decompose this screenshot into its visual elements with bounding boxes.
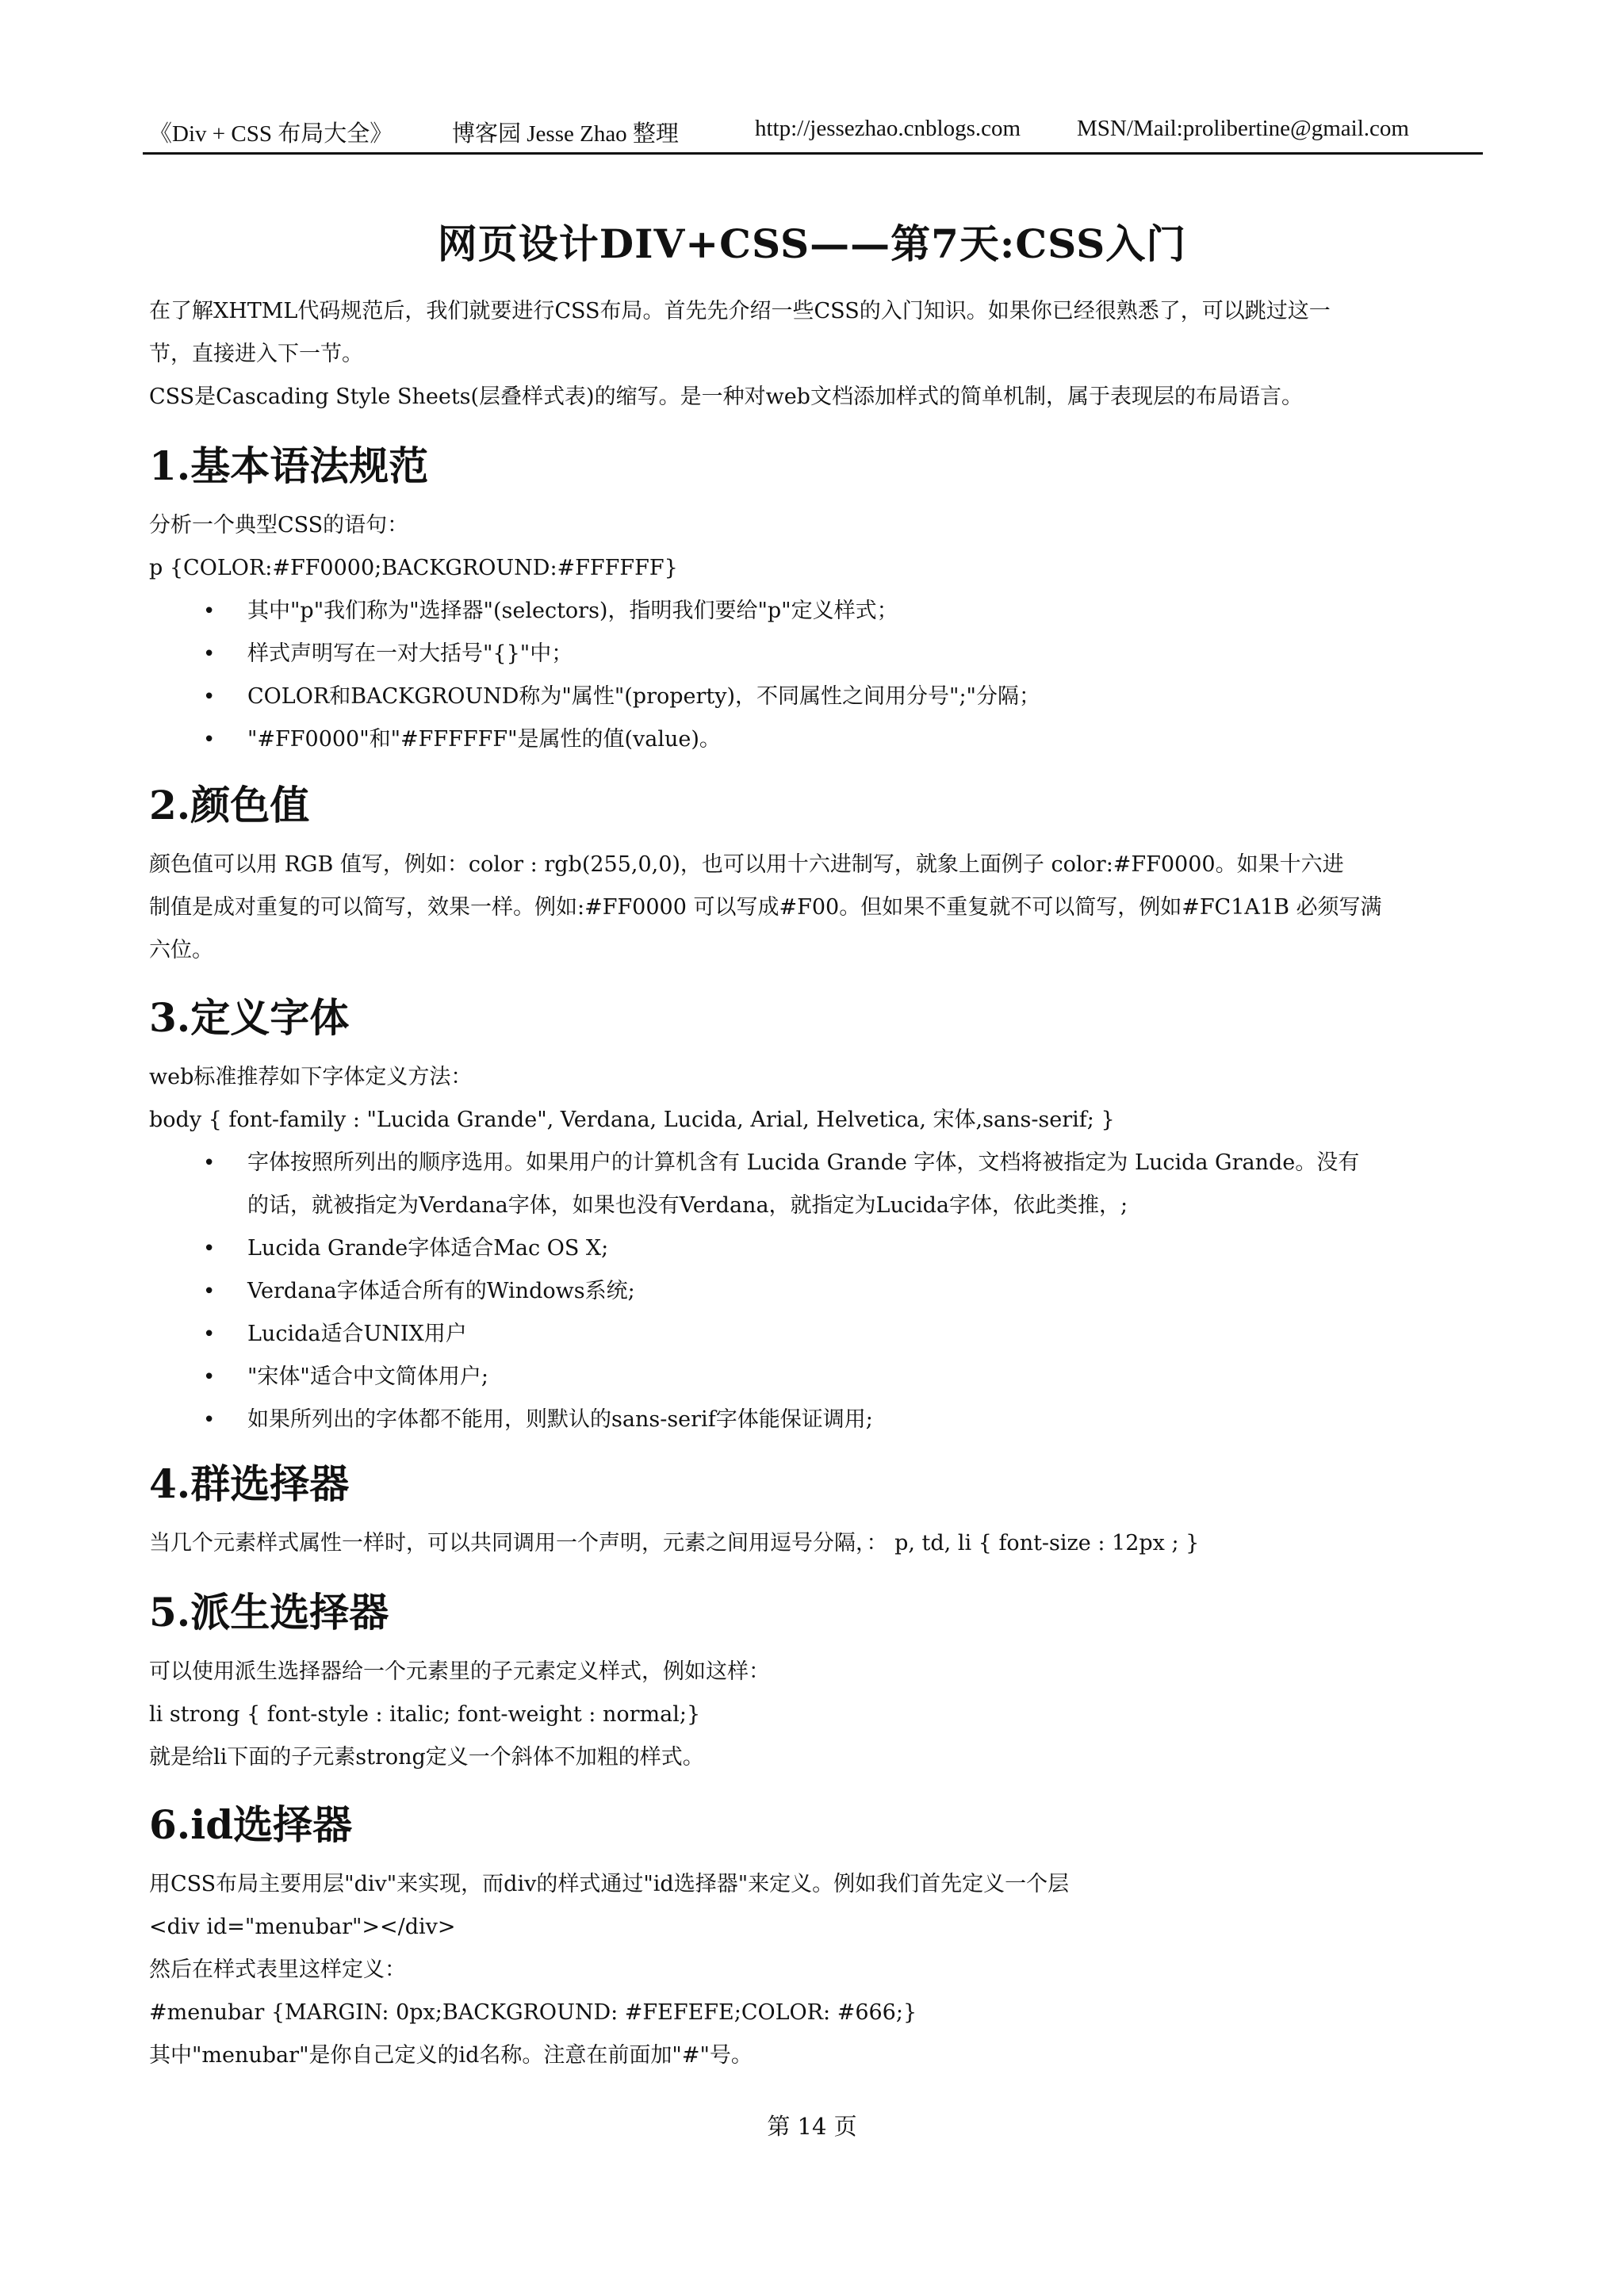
bullet-icon: •: [203, 1322, 216, 1346]
list-item: • 字体按照所列出的顺序选用。如果用户的计算机含有 Lucida Grande 字体，文档将被指定为 Lucida Grande。没有 的话，就被指定为Verdana字体，如果也没有Verdana，就指定为Lucida字体，依此类推，;: [149, 1142, 1481, 1227]
section-2-line-2: 制值是成对重复的可以简写，效果一样。例如:#FF0000 可以写成#F00。但如果不重复就不可以简写，例如#FC1A1B 必须写满: [149, 895, 1382, 920]
section-3-heading: 3.定义字体: [149, 994, 350, 1041]
contact-email[interactable]: MSN/Mail:prolibertine@gmail.com: [1077, 116, 1409, 141]
section-5-heading: 5.派生选择器: [149, 1589, 389, 1636]
bullet-icon: •: [203, 1408, 216, 1432]
list-item: • Verdana字体适合所有的Windows系统;: [149, 1270, 1481, 1313]
section-3-code: body { font-family : "Lucida Grande", Verdana, Lucida, Arial, Helvetica, 宋体,sans-serif; }: [149, 1108, 1115, 1132]
bullet-icon: •: [203, 1151, 216, 1175]
list-item: • Lucida Grande字体适合Mac OS X;: [149, 1227, 1481, 1270]
bullet-icon: •: [203, 599, 216, 623]
intro-line-2: 节，直接进入下一节。: [149, 342, 363, 366]
section-6-heading: 6.id选择器: [149, 1801, 353, 1848]
section-3-list: [149, 1142, 1481, 1441]
list-item: • 如果所列出的字体都不能用，则默认的sans-serif字体能保证调用;: [149, 1399, 1481, 1441]
list-item: • 其中"p"我们称为"选择器"(selectors)，指明我们要给"p"定义样式；: [149, 590, 1481, 633]
list-item: • "#FF0000"和"#FFFFFF"是属性的值(value)。: [149, 718, 1481, 761]
section-4-text: 当几个元素样式属性一样时，可以共同调用一个声明，元素之间用逗号分隔，： p, td, li { font-size : 12px ; }: [149, 1531, 1200, 1556]
bullet-icon: •: [203, 642, 216, 666]
section-6-code-html: <div id="menubar"></div>: [149, 1915, 456, 1939]
page-title: 网页设计DIV+CSS——第7天:CSS入门: [437, 220, 1187, 267]
list-item: • 样式声明写在一对大括号"{}"中；: [149, 633, 1481, 675]
blog-url[interactable]: http://jessezhao.cnblogs.com: [755, 116, 1021, 141]
section-5-note: 就是给li下面的子元素strong定义一个斜体不加粗的样式。: [149, 1745, 704, 1770]
list-item: • "宋体"适合中文简体用户;: [149, 1356, 1481, 1399]
list-item: • COLOR和BACKGROUND称为"属性"(property)，不同属性之间用分号";"分隔；: [149, 675, 1481, 718]
book-title: 《Div + CSS 布局大全》: [149, 121, 393, 147]
bullet-icon: •: [203, 1365, 216, 1389]
section-1-list: [149, 590, 1481, 761]
list-item: • Lucida适合UNIX用户: [149, 1313, 1481, 1356]
section-2-heading: 2.颜色值: [149, 782, 310, 828]
section-1-text: 分析一个典型CSS的语句：: [149, 513, 409, 538]
section-5-text: 可以使用派生选择器给一个元素里的子元素定义样式，例如这样：: [149, 1659, 770, 1684]
section-6-note: 其中"menubar"是你自己定义的id名称。注意在前面加"#"号。: [149, 2043, 753, 2068]
section-4-heading: 4.群选择器: [149, 1460, 350, 1507]
section-5-code: li strong { font-style : italic; font-weight : normal;}: [149, 1702, 701, 1727]
bullet-icon: •: [203, 1280, 216, 1303]
section-2-line-1: 颜色值可以用 RGB 值写，例如：color : rgb(255,0,0)，也可以用十六进制写，就象上面例子 color:#FF0000。如果十六进: [149, 852, 1344, 877]
section-2-line-3: 六位。: [149, 938, 213, 962]
page-number: 第 14 页: [767, 2113, 857, 2140]
section-6-text: 用CSS布局主要用层"div"来实现，而div的样式通过"id选择器"来定义。例如我们首先定义一个层: [149, 1872, 1070, 1896]
page-header: [143, 111, 1483, 155]
bullet-icon: •: [203, 685, 216, 709]
section-6-text-2: 然后在样式表里这样定义：: [149, 1957, 406, 1982]
section-6-code-css: #menubar {MARGIN: 0px;BACKGROUND: #FEFEFE;COLOR: #666;}: [149, 2000, 917, 2025]
bullet-icon: •: [203, 728, 216, 752]
blog-credit: 博客园 Jesse Zhao 整理: [452, 121, 679, 147]
section-1-code: p {COLOR:#FF0000;BACKGROUND:#FFFFFF}: [149, 556, 678, 580]
section-3-text: web标准推荐如下字体定义方法：: [149, 1065, 473, 1089]
section-1-heading: 1.基本语法规范: [149, 442, 429, 489]
intro-line-3: CSS是Cascading Style Sheets(层叠样式表)的缩写。是一种对web文档添加样式的简单机制，属于表现层的布局语言。: [149, 385, 1303, 409]
intro-line-1: 在了解XHTML代码规范后，我们就要进行CSS布局。首先先介绍一些CSS的入门知识。如果你已经很熟悉了，可以跳过这一: [149, 299, 1331, 323]
bullet-icon: •: [203, 1237, 216, 1261]
